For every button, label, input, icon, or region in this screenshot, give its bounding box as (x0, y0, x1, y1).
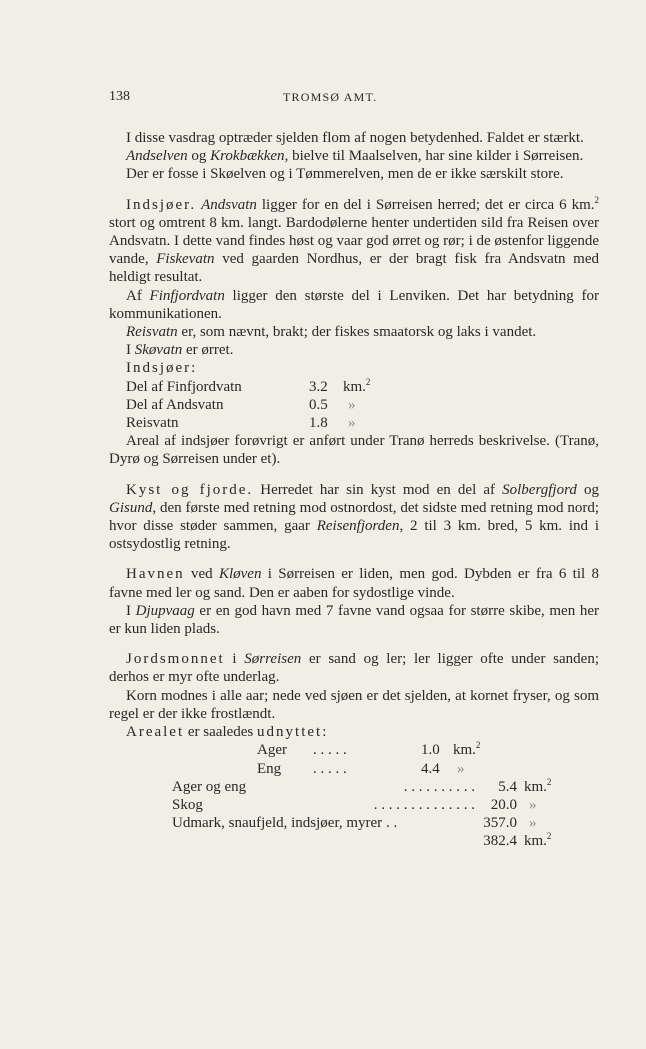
table-row: Del af Andsvatn 0.5 » (126, 396, 356, 413)
paragraph: Andselven og Krokbækken, bielve til Maalselven, har sine kilder i Sørreisen. (126, 148, 584, 165)
place-name: Skøvatn (134, 342, 183, 359)
paragraph: I disse vasdrag optræder sjelden flom af nogen betydenhed. Faldet er stærkt. (126, 130, 584, 146)
table-row: Eng . . . . . 4.4 » (257, 760, 465, 777)
paragraph: Indsjøer. Andsvatn ligger for en del i Sørreisen herred; det er circa 6 km.$^2$ stort og omtrent 8 km. langt. Bardodølerne henter undertiden sild fra Reisen over Andsvatn. I dette vand findes høst og vaar god ørret og rør; i de østenfor liggende vande, Fiskevatn ved gaarden Nordhus, er der bragt fisk fra Andsvatn med heldigt resultat. (109, 194, 599, 286)
paragraph: Areal af indsjøer forøvrigt er anført under Tranø herreds beskrivelse. (Tranø, Dyrø og Sørreisen under et). (109, 433, 599, 468)
section-lead: Indsjøer. (126, 196, 197, 213)
paragraph: Af Finfjordvatn ligger den største del i Lenviken. Det har betydning for kommunikationen. (109, 287, 599, 322)
running-head: TROMSØ AMT. (283, 90, 378, 104)
place-name: Kløven (218, 566, 262, 583)
section-lead: Jordsmonnet (126, 651, 225, 668)
paragraph: Kyst og fjorde. Herredet har sin kyst mod en del af Solbergfjord og Gisund, den første med retning mod ostnordost, det sidste med retning mod nord; hvor disse støder sammen, gaar Reisenfjorden, 2 til 3 km. bred, 5 km. ind i ostsydostlig retning. (109, 481, 599, 553)
table-total-row: 382.4 km.$^2$ (172, 832, 551, 850)
place-name: Sørreisen (244, 651, 302, 668)
place-name: Reisenfjorden (316, 518, 400, 535)
section-lead: Kyst og fjorde. (126, 481, 254, 498)
lake-table-title: Indsjøer: (126, 360, 198, 377)
paragraph: Havnen ved Kløven i Sørreisen er liden, men god. Dybden er fra 6 til 8 favne med ler og sand. Den er aaben for sydostlige vinde. (109, 566, 599, 601)
paragraph: I Skøvatn er ørret. (126, 342, 234, 359)
area-subtable (257, 741, 480, 777)
table-row: Del af Finfjordvatn 3.2 km.$^2$ (126, 376, 371, 395)
page-header (109, 89, 599, 109)
place-name: Krokbækken (210, 148, 285, 165)
table-row: Ager . . . . . 1.0 km.$^2$ (257, 740, 481, 759)
table-row: Udmark, snaufjeld, indsjøer, myrer . . 357.0 » (172, 815, 537, 832)
place-name: Finfjordvatn (149, 287, 225, 304)
place-name: Reisvatn (126, 324, 178, 341)
place-name: Gisund (109, 499, 153, 516)
table-row: Reisvatn 1.8 » (126, 415, 356, 432)
table-row: Ager og eng . . . . . . . . . . 5.4 km.$^2$ (172, 776, 552, 795)
page-body (109, 129, 599, 851)
page-number: 138 (109, 89, 130, 104)
area-total: 382.4 (483, 833, 517, 850)
paragraph: Der er fosse i Skøelven og i Tømmerelven, men de er ikke særskilt store. (126, 166, 564, 183)
paragraph: Korn modnes i alle aar; nede ved sjøen er det sjelden, at kornet fryser, og som regel er der ikke frostlændt. (109, 687, 599, 722)
table-row: Skog . . . . . . . . . . . . . . 20.0 » (172, 796, 537, 813)
lake-table (126, 378, 370, 433)
paragraph: I Djupvaag er en god havn med 7 favne vand ogsaa for større skibe, men her er kun liden plads. (109, 602, 599, 638)
place-name: Djupvaag (135, 602, 195, 619)
place-name: Fiskevatn (156, 251, 215, 268)
place-name: Solbergfjord (502, 481, 577, 498)
paragraph: Jordsmonnet i Sørreisen er sand og ler; ler ligger ofte under sanden; derhos er myr ofte underlag. (109, 651, 599, 686)
section-lead: Havnen (126, 566, 185, 583)
place-name: Andsvatn (201, 196, 257, 213)
paragraph: Reisvatn er, som nævnt, brakt; der fiskes smaatorsk og laks i vandet. (126, 324, 537, 341)
place-name: Andselven (126, 148, 188, 165)
paragraph: Arealet er saaledes udnyttet: (126, 724, 327, 741)
area-table (172, 778, 551, 851)
